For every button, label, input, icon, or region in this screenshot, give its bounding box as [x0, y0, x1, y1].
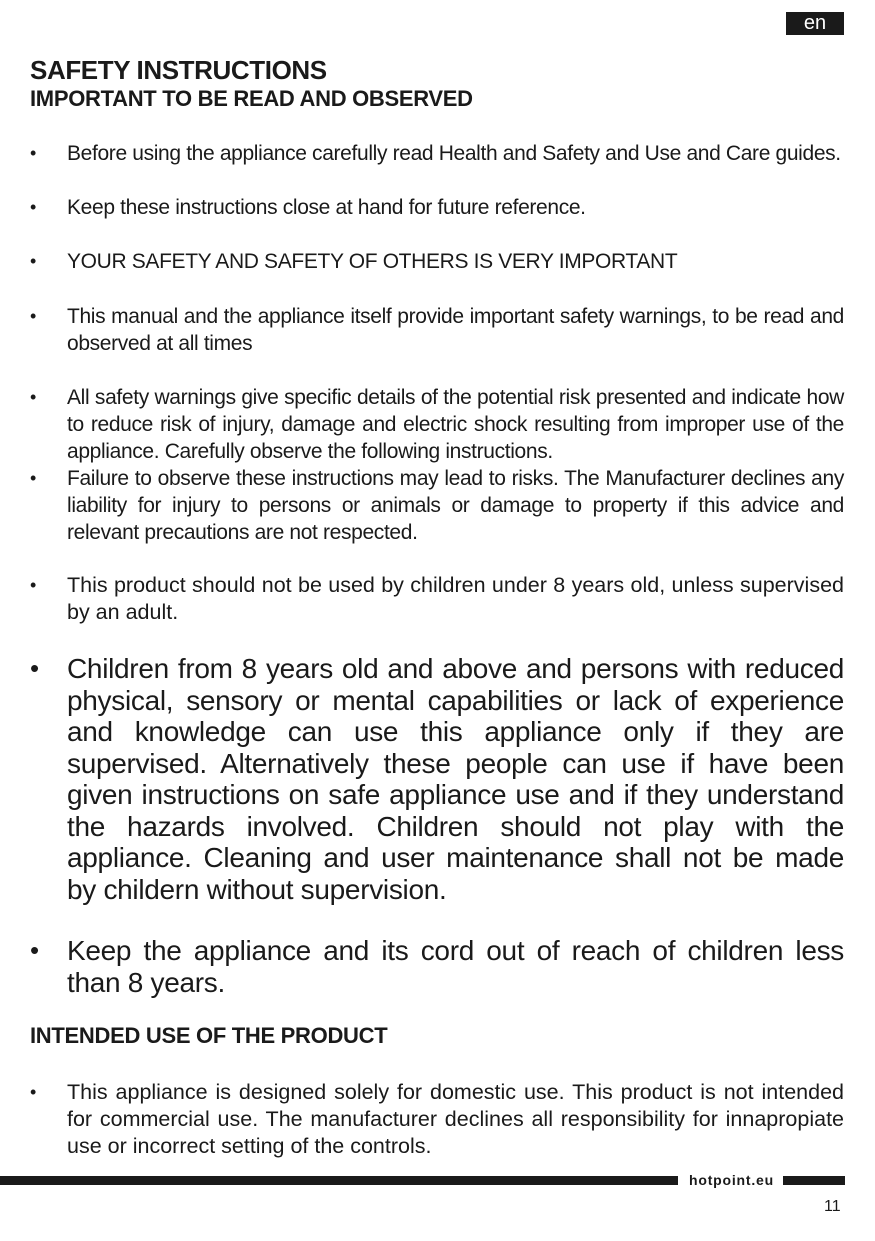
list-item-text: Keep these instructions close at hand for future reference.: [67, 196, 586, 219]
footer-brand: hotpoint.eu: [689, 1172, 775, 1188]
bullet-icon: •: [30, 935, 39, 965]
bullet-icon: •: [30, 143, 36, 163]
language-tab: en: [786, 12, 844, 35]
list-item: [30, 935, 844, 998]
bullet-icon: •: [30, 575, 37, 595]
list-item-text: Keep the appliance and its cord out of reach of children less than 8 years.: [67, 935, 844, 998]
list-item: [30, 303, 844, 357]
list-item: [30, 194, 844, 221]
list-item-text: Children from 8 years old and above and persons with reduced physical, sensory or mental capabilities or lack of experience and knowledge can use this appliance only if they are supervised. Alternatively these people can use if have been given instructions on safe appliance use and if they understand the hazards involved. Children should not play with the appliance. Cleaning and user maintenance shall not be made by childern without supervision.: [67, 653, 844, 905]
list-item-text: Failure to observe these instructions may lead to risks. The Manufacturer declines any liability for injury to persons or animals or damage to property if this advice and relevant precautions are not respected.: [67, 467, 844, 544]
bullet-icon: •: [30, 468, 36, 488]
bullet-icon: •: [30, 251, 36, 271]
list-item-text: All safety warnings give specific details of the potential risk presented and indicate how to reduce risk of injury, damage and electric shock resulting from improper use of the appliance. Carefully observe the following instructions.: [67, 386, 844, 463]
list-item: [30, 572, 844, 626]
list-item: [30, 140, 844, 167]
list-item: [30, 653, 844, 905]
page-subtitle: IMPORTANT TO BE READ AND OBSERVED: [30, 86, 473, 111]
section-heading: INTENDED USE OF THE PRODUCT: [30, 1023, 388, 1048]
list-item-text: Before using the appliance carefully read Health and Safety and Use and Care guides.: [67, 142, 841, 165]
bullet-icon: •: [30, 197, 36, 217]
footer-divider: [783, 1176, 845, 1185]
list-item: [30, 1079, 844, 1160]
footer-divider: [0, 1176, 678, 1185]
bullet-icon: •: [30, 306, 36, 326]
list-item: [30, 465, 844, 546]
page-title: SAFETY INSTRUCTIONS: [30, 55, 327, 85]
list-item-text: This product should not be used by children under 8 years old, unless supervised by an adult.: [67, 573, 844, 624]
bullet-icon: •: [30, 1082, 37, 1102]
bullet-icon: •: [30, 653, 39, 683]
list-item-text: This appliance is designed solely for domestic use. This product is not intended for commercial use. The manufacturer declines all responsibility for innapropiate use or incorrect setting of the controls.: [67, 1080, 844, 1158]
list-item-text: YOUR SAFETY AND SAFETY OF OTHERS IS VERY IMPORTANT: [67, 250, 678, 273]
list-item: [30, 248, 844, 275]
list-item-text: This manual and the appliance itself provide important safety warnings, to be read and observed at all times: [67, 305, 844, 355]
list-item: [30, 384, 844, 465]
page-number: 11: [824, 1198, 841, 1215]
bullet-icon: •: [30, 387, 36, 407]
